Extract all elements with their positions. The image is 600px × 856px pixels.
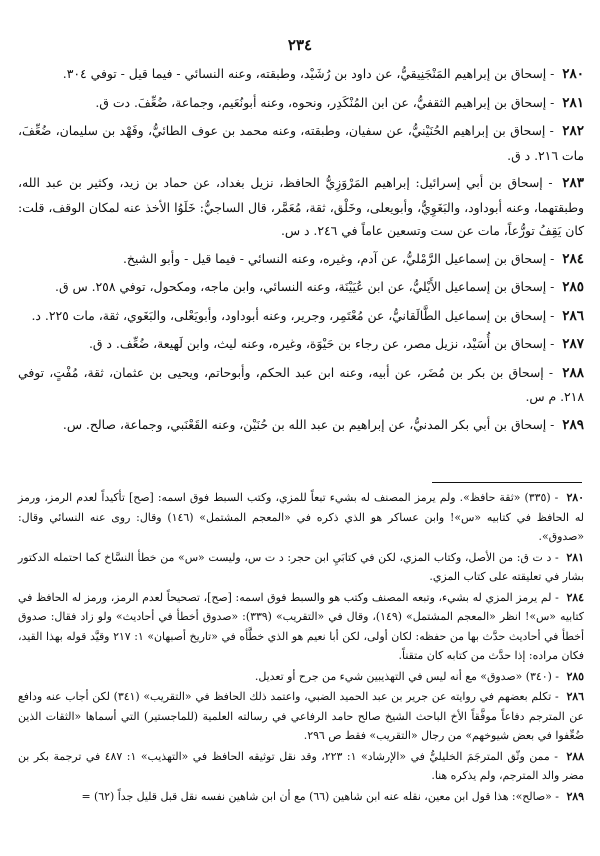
entry-number: ٢٨٤ [562, 250, 584, 267]
entry-text: إسحاق بن أبي إسرائيل: إبراهيم المَرْوَزِيُّ الحافظ، نزيل بغداد، عن حماد بن زيد، وكثير بن عبد الله، وطبقتهما، وعنه أبوداود، والبَغَوِيُّ، وأبويعلى، وخَلْق، ثقة، مُعَمَّر، قال الساجيُّ: خَلَوُا الأخذ عنه لمكان الوقف، قلت: كان يَقِفُ تورُّعاً، مات عن ست وتسعين عاماً في ٢٤٦. د س. [18, 175, 584, 238]
entry-number: ٢٨٧ [562, 336, 584, 352]
footnote: ٢٨٩ - «صالح»: هذا قول ابن معين، نقله عنه ابن شاهين (٦٦) مع أن ابن شاهين نفسه نقل قبل قليل جداً (٦٢) = [81, 789, 584, 803]
entry-text: إسحاق بن أبي بكر المدنيُّ، عن إبراهيم بن عبد الله بن حُنَيْن، وعنه القَعْنَبي، وجماعة، صالح. س. [62, 416, 547, 432]
page-number: ٢٣٤ [287, 36, 313, 54]
footnote-text: «صالح»: هذا قول ابن معين، نقله عنه ابن شاهين (٦٦) مع أن ابن شاهين نفسه نقل قبل قليل جداً (٦٢) = [81, 789, 552, 803]
footnote-number: ٢٨٦ [566, 690, 584, 703]
entry-number: ٢٨٨ [562, 364, 584, 381]
footnote-text: لم يرمز المزي له بشيء، وتبعه المصنف وكتب هو والسبط فوق اسمه: [صح]، تصحيحاً لعدم الرمز، ورمز له الحافظ في كتابيه «س»! انظر «المعجم المشتمل» (١٤٩)، وقال في «التقريب» (٣٣٩): «صدوق أخطأ في أحاديث» ولو زاد فقال: صدوق أخطأ في أحاديث حدَّث بها من حفظه: لكان أولى، لكن أبا نعيم هو الذي خطَّأه في «تاريخ أصبهان» ١: ٢١٧ وقيَّد قوله بهذا القيد، فكان مراده: إذا حدَّث من كتابه كان متقناً. [18, 590, 584, 662]
entry: ٢٨٢ - إسحاق بن إبراهيم الحُنَيْنيُّ، عن سفيان، وطبقته، وعنه محمد بن عوف الطائيُّ، وفَهْد بن سليمان، ضُعِّفَ، مات ٢١٦. د ق. [18, 123, 584, 163]
entry: ٢٨٥ - إسحاق بن إسماعيل الأَيْليُّ، عن ابن عُيَيْنَة، وعنه النسائي، وابن ماجه، ومكحول، توفي ٢٥٨. س ق. [55, 279, 584, 295]
footnote-number: ٢٨٩ [566, 789, 584, 803]
entry-number: ٢٨٥ [562, 279, 584, 295]
entry: ٢٨٨ - إسحاق بن بكر بن مُضَر، عن أبيه، وعنه ابن عبد الحكم، وأبوحاتم، ويحيى بن عثمان، ثقة، مُفْتٍ، توفي ٢١٨. م س. [18, 364, 584, 404]
entry-number: ٢٨٩ [562, 416, 584, 433]
entry: ٢٨٠ - إسحاق بن إبراهيم المَنْجَنِيقيُّ، عن داود بن رُشَيْد، وطبقته، وعنه النسائي - فيما قيل - توفي ٣٠٤. [62, 66, 584, 82]
entry-text: إسحاق بن إبراهيم الثقفيُّ، عن ابن المُنْكَدِر، ونحوه، وعنه أبونُعَيم، وجماعة، ضُعِّفَ. دت ق. [95, 94, 547, 110]
footnote-text: د ت ق: من الأصل، وكتاب المزي، لكن في كتابَيِ ابن حجر: د ت س، وليست «س» من خطأ النسَّاخ كما احتمله الدكتور بشار في تعليقته على كتاب المزي. [18, 550, 584, 583]
entry: ٢٨٣ - إسحاق بن أبي إسرائيل: إبراهيم المَرْوَزِيُّ الحافظ، نزيل بغداد، عن حماد بن زيد، وكثير بن عبد الله، وطبقتهما، وعنه أبوداود، والبَغَوِيُّ، وأبويعلى، وخَلْق، ثقة، مُعَمَّر، قال الساجيُّ: خَلَوُا الأخذ عنه لمكان الوقف، قلت: كان يَقِفُ تورُّعاً، مات عن ست وتسعين عاماً في ٢٤٦. د س. [18, 175, 584, 238]
entry-text: إسحاق بن إبراهيم الحُنَيْنيُّ، عن سفيان، وطبقته، وعنه محمد بن عوف الطائيُّ، وفَهْد بن سليمان، ضُعِّفَ، مات ٢١٦. د ق. [18, 123, 584, 163]
footnote-number: ٢٨٤ [566, 590, 584, 604]
entry-text: إسحاق بن بكر بن مُضَر، عن أبيه، وعنه ابن عبد الحكم، وأبوحاتم، ويحيى بن عثمان، ثقة، مُفْتٍ، توفي ٢١٨. م س. [18, 364, 584, 404]
entry-text: إسحاق بن أُسَيْد، نزيل مصر، عن رجاء بن حَيْوَة، وغيره، وعنه ليث، وابن لَهيعة، ضُعِّف. د ق. [88, 336, 547, 351]
entry: ٢٨١ - إسحاق بن إبراهيم الثقفيُّ، عن ابن المُنْكَدِر، ونحوه، وعنه أبونُعَيم، وجماعة، ضُعِّفَ. دت ق. [95, 94, 584, 111]
entry: ٢٨٤ - إسحاق بن إسماعيل الرَّمْليُّ، عن آدم، وغيره، وعنه النسائي - فيما قيل - وأبو الشيخ. [122, 250, 584, 267]
footnote: ٢٨٦ - تكلم بعضهم في روايته عن جرير بن عبد الحميد الضبي، واعتمد ذلك الحافظ في «التقريب» (٣٤١) لكن أجاب عنه ودافع عن المترجم دفاعاً موفَّقاً الأخ الباحث الشيخ صالح حامد الرفاعي في رسالته العلمية (للماجستير) التي أسماها «الثقات الذين ضُعِّفوا في بعض شيوخهم» من رجال «التقريب» فقط ص ٢٩٦. [18, 690, 584, 742]
footnote: ٢٨١ - د ت ق: من الأصل، وكتاب المزي، لكن في كتابَيِ ابن حجر: د ت س، وليست «س» من خطأ النسَّاخ كما احتمله الدكتور بشار في تعليقته على كتاب المزي. [18, 550, 584, 583]
entry: ٢٨٩ - إسحاق بن أبي بكر المدنيُّ، عن إبراهيم بن عبد الله بن حُنَيْن، وعنه القَعْنَبي، وجماعة، صالح. س. [62, 416, 584, 433]
footnote-number: ٢٨٠ [566, 491, 584, 504]
entry-text: إسحاق بن إسماعيل الأَيْليُّ، عن ابن عُيَيْنَة، وعنه النسائي، وابن ماجه، ومكحول، توفي ٢٥٨. س ق. [55, 279, 547, 294]
footnote: ٢٨٨ - ممن وثّق المترجَمَ الخليليُّ في «الإرشاد» ١: ٢٢٣، وقد نقل توثيقه الحافظ في «التهذيب» ١: ٤٨٧ في ترجمة بكر بن مضر والد المترجم، ولم يذكره هنا. [18, 749, 584, 782]
entry-number: ٢٨٢ [562, 123, 584, 139]
entry-number: ٢٨١ [562, 94, 584, 111]
footnote-text: ممن وثّق المترجَمَ الخليليُّ في «الإرشاد» ١: ٢٢٣، وقد نقل توثيقه الحافظ في «التهذيب» ١: ٤٨٧ في ترجمة بكر بن مضر والد المترجم، ولم يذكره هنا. [18, 749, 584, 782]
biography-entries [18, 62, 584, 441]
footnote-number: ٢٨٥ [566, 669, 584, 683]
footnote: ٢٨٠ - (٣٣٥) «ثقة حافظ». ولم يرمز المصنف له بشيء تبعاً للمزي، وكتب السبط فوق اسمه: [صح] تأكيداً لعدم الرمز، ورمز له الحافظ في كتابيه «س»! وابن عساكر هو الذي ذكره في «المعجم المشتمل» (١٤٦) وقال: روى عنه النسائي وقال: «صدوق». [18, 491, 584, 543]
footnote: ٢٨٤ - لم يرمز المزي له بشيء، وتبعه المصنف وكتب هو والسبط فوق اسمه: [صح]، تصحيحاً لعدم الرمز، ورمز له الحافظ في كتابيه «س»! انظر «المعجم المشتمل» (١٤٩)، وقال في «التقريب» (٣٣٩): «صدوق أخطأ في أحاديث» ولو زاد فقال: صدوق أخطأ في أحاديث حدَّث بها من حفظه: لكان أولى، لكن أبا نعيم هو الذي خطَّأه في «تاريخ أصبهان» ١: ٢١٧ وقيَّد قوله بهذا القيد، فكان مراده: إذا حدَّث من كتابه كان متقناً. [18, 590, 584, 662]
footnote-separator [432, 482, 582, 483]
entry-number: ٢٨٣ [562, 175, 584, 191]
entry-text: إسحاق بن إسماعيل الطَّالَقانيُّ، عن مُعْتَمِر، وجرير، وعنه أبوداود، وأبويَعْلى، والبَغَوي، ثقة، مات ٢٢٥. د. [31, 307, 547, 323]
entry-number: ٢٨٠ [562, 66, 584, 82]
entry: ٢٨٦ - إسحاق بن إسماعيل الطَّالَقانيُّ، عن مُعْتَمِر، وجرير، وعنه أبوداود، وأبويَعْلى، والبَغَوي، ثقة، مات ٢٢٥. د. [31, 307, 584, 324]
entry-text: إسحاق بن إبراهيم المَنْجَنِيقيُّ، عن داود بن رُشَيْد، وطبقته، وعنه النسائي - فيما قيل - توفي ٣٠٤. [62, 66, 547, 81]
footnotes [18, 488, 584, 807]
footnote-text: تكلم بعضهم في روايته عن جرير بن عبد الحميد الضبي، واعتمد ذلك الحافظ في «التقريب» (٣٤١) لكن أجاب عنه ودافع عن المترجم دفاعاً موفَّقاً الأخ الباحث الشيخ صالح حامد الرفاعي في رسالته العلمية (للماجستير) التي أسماها «الثقات الذين ضُعِّفوا في بعض شيوخهم» من رجال «التقريب» فقط ص ٢٩٦. [18, 690, 584, 742]
footnote-text: (٣٤٠) «صدوق» مع أنه ليس في التهذيبين شيء من جرح أو تعديل. [254, 669, 552, 683]
entry: ٢٨٧ - إسحاق بن أُسَيْد، نزيل مصر، عن رجاء بن حَيْوَة، وغيره، وعنه ليث، وابن لَهيعة، ضُعِّف. د ق. [88, 336, 584, 352]
footnote-number: ٢٨١ [566, 550, 584, 564]
entry-text: إسحاق بن إسماعيل الرَّمْليُّ، عن آدم، وغيره، وعنه النسائي - فيما قيل - وأبو الشيخ. [122, 250, 547, 266]
entry-number: ٢٨٦ [562, 307, 584, 324]
footnote-text: (٣٣٥) «ثقة حافظ». ولم يرمز المصنف له بشيء تبعاً للمزي، وكتب السبط فوق اسمه: [صح] تأكيداً لعدم الرمز، ورمز له الحافظ في كتابيه «س»! وابن عساكر هو الذي ذكره في «المعجم المشتمل» (١٤٦) وقال: روى عنه النسائي وقال: «صدوق». [18, 491, 584, 543]
footnote: ٢٨٥ - (٣٤٠) «صدوق» مع أنه ليس في التهذيبين شيء من جرح أو تعديل. [254, 669, 584, 683]
footnote-number: ٢٨٨ [566, 749, 584, 763]
